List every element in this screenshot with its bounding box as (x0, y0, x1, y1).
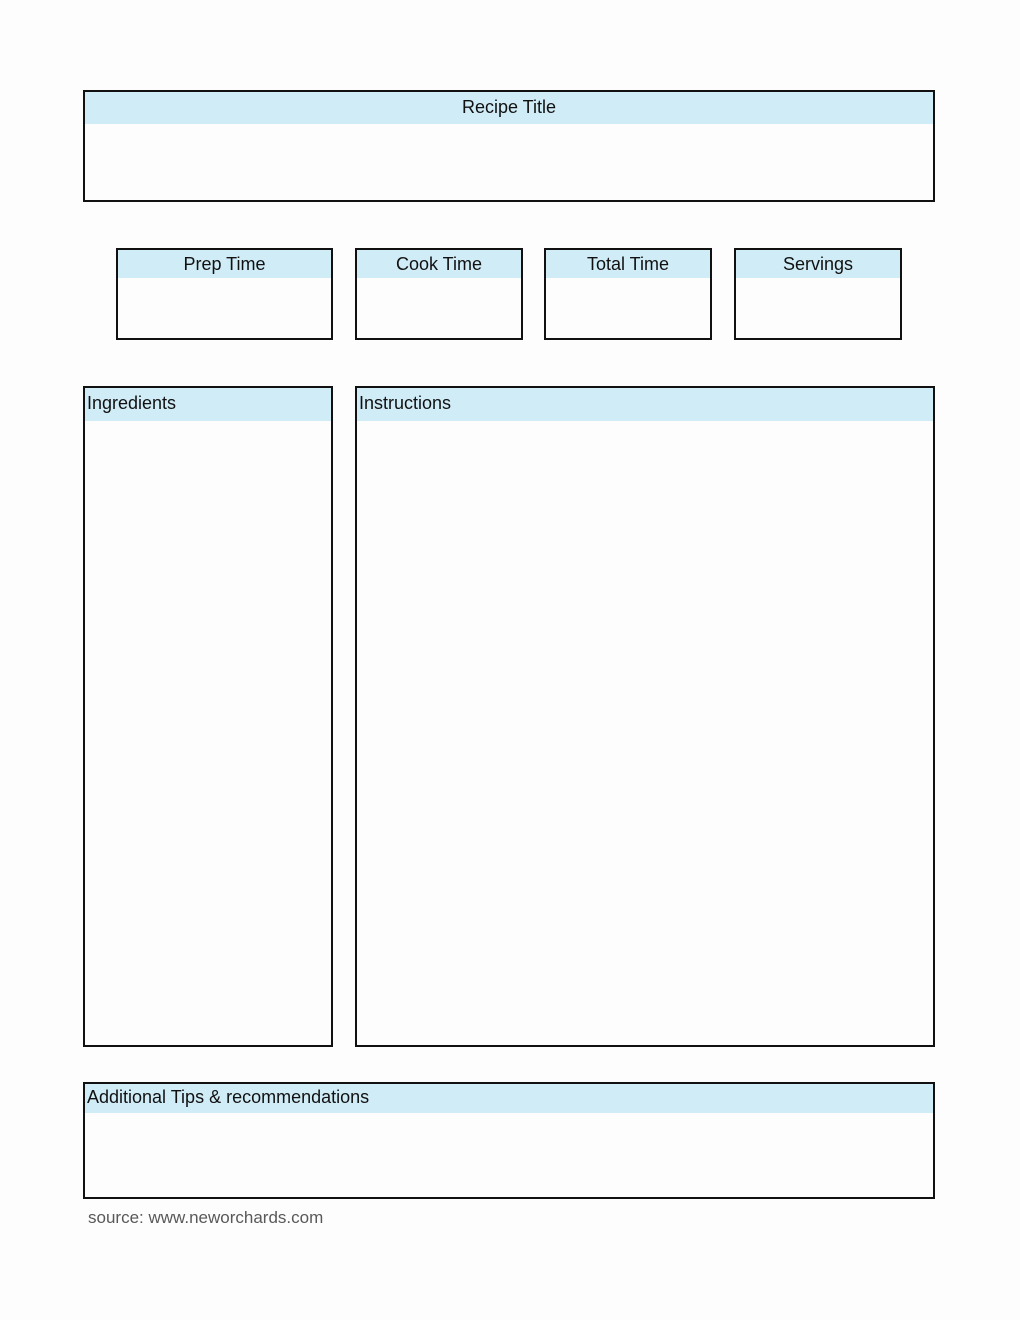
instructions-field[interactable] (357, 421, 933, 1041)
cook-time-header: Cook Time (357, 250, 521, 278)
servings-field[interactable] (736, 278, 900, 336)
tips-header: Additional Tips & recommendations (85, 1084, 933, 1113)
total-time-field[interactable] (546, 278, 710, 336)
tips-box (83, 1082, 935, 1199)
ingredients-field[interactable] (85, 421, 331, 1041)
cook-time-field[interactable] (357, 278, 521, 336)
total-time-header: Total Time (546, 250, 710, 278)
source-footer: source: www.neworchards.com (88, 1208, 324, 1227)
prep-time-box (116, 248, 333, 340)
recipe-title-header: Recipe Title (85, 92, 933, 124)
cook-time-box (355, 248, 523, 340)
ingredients-box (83, 386, 333, 1047)
recipe-title-field[interactable] (85, 124, 933, 200)
ingredients-header: Ingredients (85, 388, 331, 421)
servings-box (734, 248, 902, 340)
recipe-title-box (83, 90, 935, 202)
instructions-header: Instructions (357, 388, 933, 421)
prep-time-field[interactable] (118, 278, 331, 336)
tips-field[interactable] (85, 1113, 933, 1195)
instructions-box (355, 386, 935, 1047)
prep-time-header: Prep Time (118, 250, 331, 278)
servings-header: Servings (736, 250, 900, 278)
total-time-box (544, 248, 712, 340)
